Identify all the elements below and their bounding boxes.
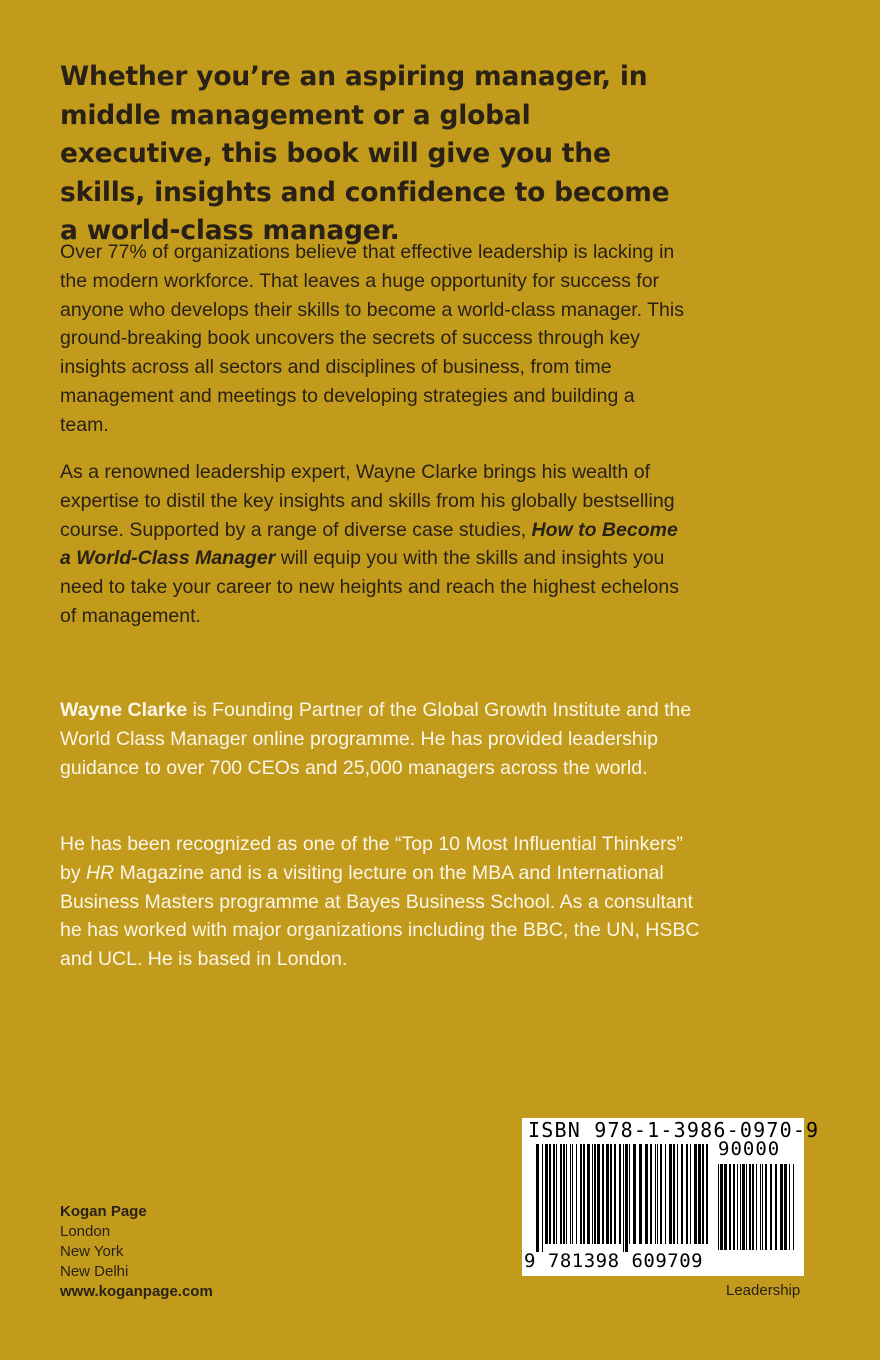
barcode-bar	[770, 1164, 772, 1250]
barcode-bar	[665, 1144, 666, 1244]
price-code: 90000	[718, 1138, 781, 1160]
category-label: Leadership	[726, 1282, 801, 1299]
barcode-bar	[718, 1164, 719, 1250]
barcode-bar	[724, 1164, 727, 1250]
barcode-bar	[706, 1144, 708, 1244]
barcode-bar	[566, 1144, 567, 1244]
barcode-bar	[629, 1144, 630, 1244]
barcode-bar	[760, 1164, 761, 1250]
barcode-bar	[563, 1144, 565, 1244]
barcode-bar	[681, 1144, 683, 1244]
barcode-bar	[572, 1144, 573, 1244]
publisher-city-new-york: New York	[60, 1243, 124, 1260]
barcode-bar	[720, 1164, 723, 1250]
paragraph-2-rest: will equip you with the skills and insights you need to take your career to new heights and reach the highest echelons of management.	[60, 547, 679, 627]
barcode-bar	[749, 1164, 751, 1250]
barcode-bar	[580, 1144, 582, 1244]
barcode-bar	[560, 1144, 562, 1244]
barcode-bar	[762, 1164, 763, 1250]
barcode-bar	[594, 1144, 596, 1244]
barcode-bar	[756, 1164, 757, 1250]
barcode-bar	[549, 1144, 551, 1244]
barcode-bar	[775, 1164, 777, 1250]
publisher-block	[60, 1202, 213, 1302]
barcode-bar	[765, 1164, 767, 1250]
barcode-bar	[536, 1144, 539, 1252]
description-paragraph-1: Over 77% of organizations believe that effective leadership is lacking in the modern workforce. That leaves a huge opportunity for success for anyone who develops their skills to become a world-class manager. This ground-breaking book uncovers the secrets of success through key insights across all sectors and disciplines of business, from time management and meetings to developing strategies and building a team.	[60, 241, 684, 436]
barcode-bar	[553, 1144, 555, 1244]
barcode-bar	[746, 1164, 747, 1250]
barcode-bar	[625, 1144, 628, 1252]
barcode-bar	[587, 1144, 590, 1244]
author-bio-paragraph-1	[60, 696, 700, 782]
ean-digits: 9 781398 609709	[524, 1250, 704, 1272]
barcode-bar	[789, 1164, 790, 1250]
barcode-bar	[570, 1144, 571, 1244]
barcode-bar	[780, 1164, 783, 1250]
barcode-bar	[597, 1144, 600, 1244]
barcode-bar	[606, 1144, 609, 1244]
barcode-bar	[740, 1164, 741, 1250]
publisher-name: Kogan Page	[60, 1203, 147, 1220]
author-name: Wayne Clarke	[60, 699, 188, 721]
barcode-bar	[592, 1144, 593, 1244]
publisher-website: www.koganpage.com	[60, 1283, 213, 1300]
barcode-bar	[542, 1144, 543, 1252]
barcode-bar	[690, 1144, 691, 1244]
barcode-bar	[633, 1144, 636, 1244]
barcode-bar	[669, 1144, 672, 1244]
barcode-bar	[660, 1144, 662, 1244]
barcode-bar	[737, 1164, 738, 1250]
price-barcode-bars	[718, 1164, 798, 1250]
barcode-bar	[686, 1144, 688, 1244]
barcode-bar	[610, 1144, 612, 1244]
barcode-bar	[545, 1144, 548, 1244]
barcode-bar	[639, 1144, 642, 1244]
publisher-city-london: London	[60, 1223, 111, 1240]
barcode-bar	[657, 1144, 658, 1244]
barcode-bar	[602, 1144, 604, 1244]
barcode-bar	[576, 1144, 577, 1244]
barcode-bar	[694, 1144, 697, 1244]
barcode-bar	[742, 1164, 745, 1250]
headline: Whether you’re an aspiring manager, in middle management or a global executive, this book will give you the skills, insights and confidence to become a world-class manager.	[60, 61, 670, 246]
barcode-bar	[733, 1164, 735, 1250]
barcode-bar	[650, 1144, 652, 1244]
author-bio-2-rest: Magazine and is a visiting lecture on the MBA and International Business Masters programme at Bayes Business School. As a consultant he has worked with major organizations including the BBC, the UN, HSBC and UCL. He is based in London.	[60, 861, 700, 971]
barcode-bar	[702, 1144, 704, 1244]
barcode-bar	[673, 1144, 675, 1244]
author-bio-2-intro: He has been recognized as one of the “Top 10 Most Influential Thinkers” by	[60, 833, 683, 884]
barcode-bar	[677, 1144, 678, 1244]
barcode-bar	[556, 1144, 557, 1244]
barcode-bar	[583, 1144, 585, 1244]
description-paragraph-2	[60, 458, 685, 631]
barcode-bar	[623, 1144, 624, 1252]
magazine-name-italic: HR	[86, 861, 115, 884]
barcode-bar	[655, 1144, 656, 1244]
isbn-barcode	[522, 1118, 820, 1276]
barcode-bar	[645, 1144, 648, 1244]
ean-barcode-bars	[536, 1144, 712, 1252]
barcode-bar	[619, 1144, 621, 1244]
publisher-city-new-delhi: New Delhi	[60, 1263, 129, 1280]
paragraph-2-intro: As a renowned leadership expert, Wayne Clarke brings his wealth of expertise to distil the key insights and skills from his globally bestselling course. Supported by a range of diverse case studies,	[60, 461, 675, 541]
barcode-bar	[752, 1164, 754, 1250]
author-bio-1-text: is Founding Partner of the Global Growth Institute and the World Class Manager online programme. He has provided leadership guidance to over 700 CEOs and 25,000 managers across the world.	[60, 699, 692, 779]
author-bio-paragraph-2	[60, 830, 700, 974]
barcode-bar	[793, 1164, 794, 1250]
barcode-bar	[698, 1144, 701, 1244]
barcode-bar	[614, 1144, 616, 1244]
book-title-reference: How to Become a World-Class Manager	[60, 518, 678, 570]
isbn-label: ISBN 978-1-3986-0970-9	[528, 1118, 820, 1142]
barcode-bar	[729, 1164, 731, 1250]
barcode-bar	[784, 1164, 787, 1250]
